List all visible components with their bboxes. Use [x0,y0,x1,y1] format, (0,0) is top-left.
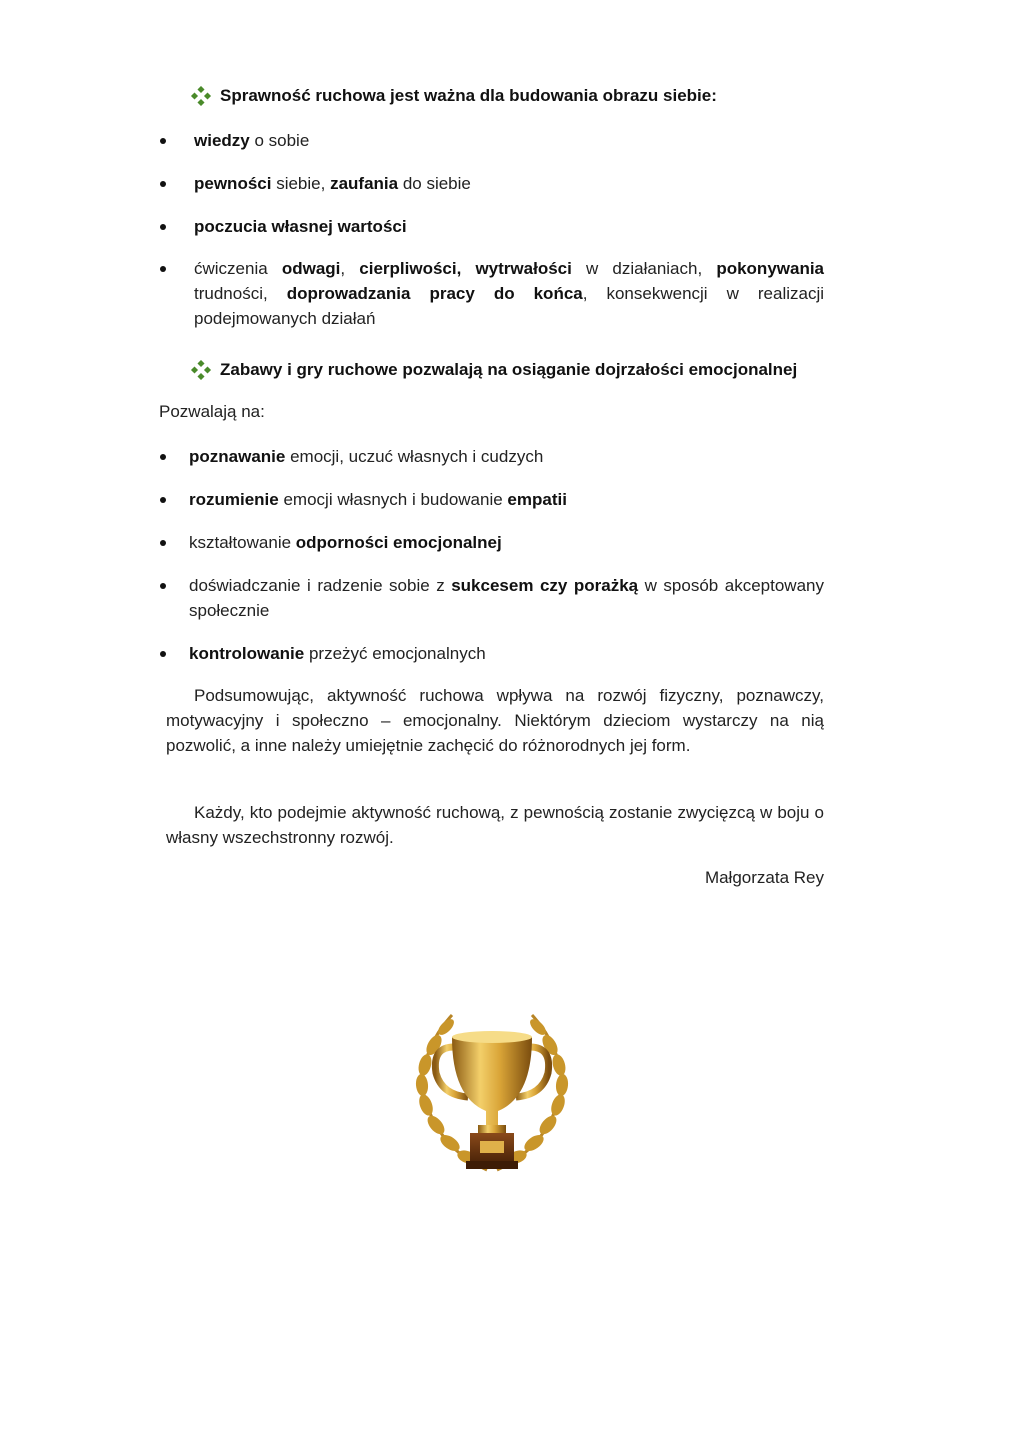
section-heading-2 [190,360,797,380]
list-item: wiedzy o sobie [194,128,824,153]
list-item: rozumienie emocji własnych i budowanie empatii [189,487,824,512]
list-item [194,214,824,239]
bold-text: pokonywania [716,259,825,278]
diamond-bullet-icon [190,86,212,106]
list-item: doświadczanie i radzenie sobie z sukcesem czy porażką w sposób akceptowany społecznie [189,573,824,623]
closing-paragraph: Każdy, kto podejmie aktywność ruchową, z pewnością zostanie zwycięzcą w boju o własny wszechstronny rozwój. [166,803,824,847]
heading-text: Sprawność ruchowa jest ważna dla budowania obrazu siebie: [220,86,717,105]
list-item: pewności siebie, zaufania do siebie [194,171,824,196]
author-signature: Małgorzata Rey [704,868,824,887]
bold-text: wiedzy [194,131,250,150]
bold-text: kontrolowanie [189,644,305,663]
list-item: kształtowanie odporności emocjonalnej [189,530,824,555]
list-item: ćwiczenia odwagi, cierpliwości, wytrwałości w działaniach, pokonywania trudności, doprowadzania pracy do końca, konsekwencji w realizacji podejmowanych działań [194,256,824,331]
list-item: poznawanie emocji, uczuć własnych i cudzych [189,444,824,469]
bold-text: cierpliwości, wytrwałości [359,259,572,278]
section-heading-1 [190,86,717,106]
bold-text: rozumienie [189,490,279,509]
diamond-bullet-icon [190,360,212,380]
summary-paragraph: Podsumowując, aktywność ruchowa wpływa na rozwój fizyczny, poznawczy, motywacyjny i społeczno – emocjonalny. Niektórym dzieciom wystarczy na nią pozwolić, a inne należy umiejętnie zachęcić do różnorodnych jej form. [166,686,824,755]
intro-text: Pozwalają na: [159,402,265,421]
bold-text: doprowadzania pracy do końca [286,284,583,303]
list-item: kontrolowanie przeżyć emocjonalnych [189,641,824,666]
bold-text: poczucia własnej wartości [194,217,407,236]
trophy-with-laurel-icon [392,985,592,1185]
bold-text: empatii [507,490,567,509]
heading-text: Zabawy i gry ruchowe pozwalają na osiąganie dojrzałości emocjonalnej [220,360,798,379]
bold-text: poznawanie [189,447,286,466]
bold-text: sukcesem czy porażką [451,576,639,595]
bold-text: pewności [194,174,272,193]
bold-text: odporności emocjonalnej [295,533,502,552]
bold-text: zaufania [330,174,399,193]
bold-text: odwagi [281,259,341,278]
